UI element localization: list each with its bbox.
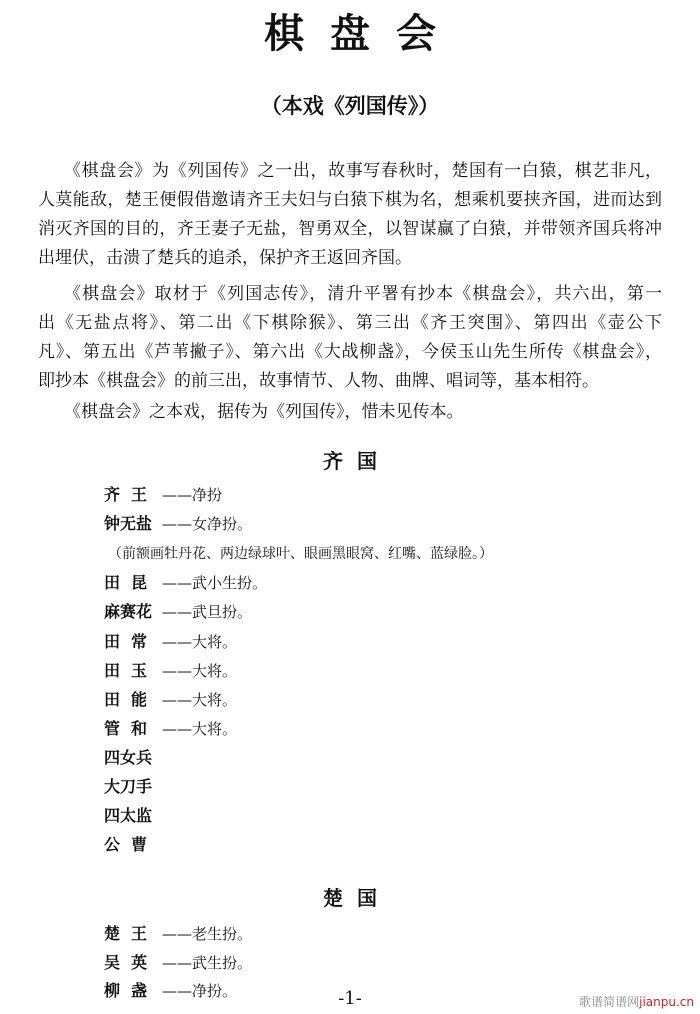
makeup-note: （前额画牡丹花、两边绿球叶、眼画黑眼窝、红嘴、蓝绿脸。） — [108, 546, 493, 562]
role-name: 钟无盐 — [104, 514, 153, 533]
watermark-en: jianpu.cn — [639, 995, 694, 1009]
role-name: 田昆 — [104, 573, 159, 592]
role-name: 齐王 — [104, 485, 159, 504]
role-desc: ——大将。 — [162, 691, 238, 709]
role-desc: ——女净扮。 — [162, 515, 253, 533]
role-name: 田常 — [104, 632, 159, 651]
chu-heading: 楚国 — [323, 886, 391, 910]
role-line — [104, 805, 162, 827]
qi-heading: 齐国 — [323, 449, 391, 473]
role-name: 四太监 — [104, 806, 153, 825]
role-line — [104, 689, 237, 711]
role-line — [104, 660, 237, 682]
role-desc: ——武生扮。 — [162, 954, 253, 972]
role-line — [104, 923, 252, 945]
role-line — [104, 484, 222, 506]
role-name: 麻赛花 — [104, 602, 153, 621]
role-desc: ——大将。 — [162, 662, 238, 680]
role-desc: ——老生扮。 — [162, 925, 253, 943]
page-number: -1- — [338, 988, 362, 1009]
role-desc: ——武小生扮。 — [162, 574, 268, 592]
watermark — [579, 993, 694, 1010]
intro-line: 出《无盐点将》、第二出《下棋除猴》、第三出《齐王突围》、第四出《壶公下 — [38, 313, 662, 333]
intro-line: 消灭齐国的目的，齐王妻子无盐，智勇双全，以智谋赢了白猿，并带领齐国兵将冲 — [38, 219, 662, 239]
role-desc: ——净扮。 — [162, 982, 238, 1000]
role-name: 大刀手 — [104, 777, 153, 796]
page-subtitle: （本戏《列国传》） — [260, 94, 440, 118]
role-line — [104, 834, 162, 856]
role-desc: ——大将。 — [162, 633, 238, 651]
role-line — [104, 952, 252, 974]
role-name: 田玉 — [104, 661, 159, 680]
page-title: 棋盘会 — [264, 11, 462, 57]
role-desc: ——大将。 — [162, 720, 238, 738]
role-name: 田能 — [104, 690, 159, 709]
role-line — [104, 718, 237, 740]
intro-line: 凡》、第五出《芦苇撇子》、第六出《大战柳盏》，今侯玉山先生所传《棋盘会》， — [38, 342, 662, 362]
role-desc: ——净扮 — [162, 486, 223, 504]
intro-line: 《棋盘会》之本戏，据传为《列国传》，惜未见传本。 — [64, 402, 464, 422]
intro-line: 《棋盘会》为《列国传》之一出，故事写春秋时，楚国有一白猿，棋艺非凡， — [64, 161, 662, 181]
role-line — [104, 631, 237, 653]
intro-line: 人莫能敌，楚王便假借邀请齐王夫妇与白猿下棋为名，想乘机要挟齐国，进而达到 — [38, 190, 662, 210]
role-line — [104, 747, 162, 769]
role-desc: ——武旦扮。 — [162, 603, 253, 621]
role-name: 管和 — [104, 719, 159, 738]
role-line — [104, 601, 252, 623]
intro-line: 《棋盘会》取材于《列国志传》，清升平署有抄本《棋盘会》，共六出，第一 — [64, 284, 662, 304]
role-name: 楚王 — [104, 924, 159, 943]
watermark-cn: 歌谱简谱网 — [579, 995, 640, 1009]
role-line — [104, 572, 267, 594]
role-line — [104, 513, 252, 535]
intro-line: 即抄本《棋盘会》的前三出，故事情节、人物、曲牌、唱词等，基本相符。 — [38, 371, 599, 391]
role-name: 柳盏 — [104, 981, 159, 1000]
role-name: 吴英 — [104, 953, 159, 972]
role-line — [104, 776, 162, 798]
role-name: 四女兵 — [104, 748, 153, 767]
role-name: 公曹 — [104, 835, 159, 854]
intro-line: 出埋伏，击溃了楚兵的追杀，保护齐王返回齐国。 — [38, 248, 412, 268]
